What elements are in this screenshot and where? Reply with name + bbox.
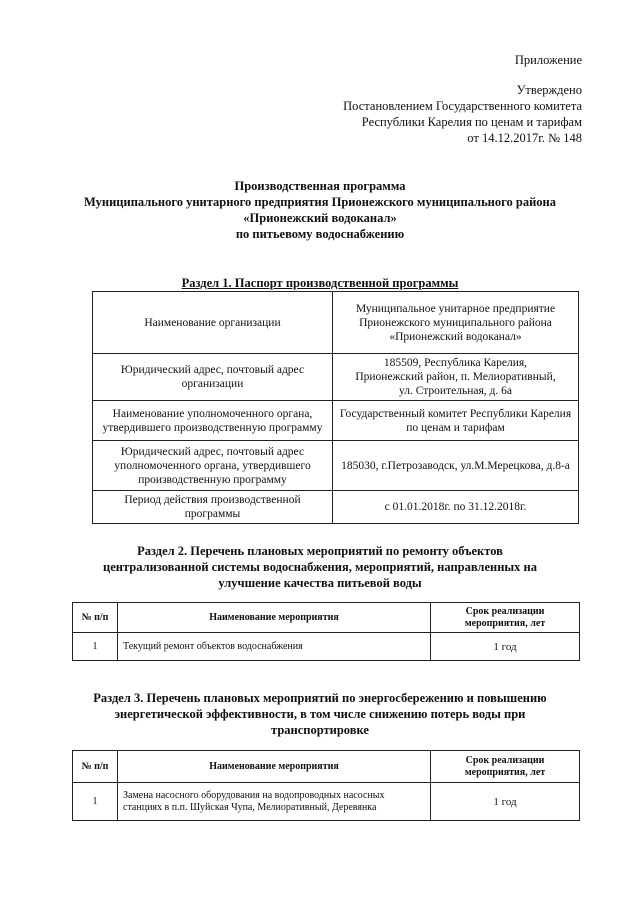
- name-line: Замена насосного оборудования на водопроводных насосных: [123, 789, 385, 801]
- section3-title: [70, 690, 570, 738]
- table-row: [93, 401, 579, 441]
- title-line: Производственная программа: [234, 179, 406, 193]
- title-line: Раздел 2. Перечень плановых мероприятий по ремонту объектов: [137, 544, 503, 558]
- energy-measures-table: [72, 750, 580, 821]
- col-header-term: Срок реализации мероприятия, лет: [431, 751, 580, 783]
- title-line: энергетической эффективности, в том числе снижению потерь воды при: [114, 707, 526, 721]
- row-value: [333, 292, 579, 354]
- col-header-number: № п/п: [73, 751, 118, 783]
- table-row: [93, 292, 579, 354]
- value-line: Прионежского муниципального района: [359, 316, 552, 329]
- col-header-term: Срок реализации мероприятия, лет: [431, 603, 580, 633]
- value-line: с 01.01.2018г. по 31.12.2018г.: [384, 501, 527, 513]
- section2-title: [70, 543, 570, 591]
- cell-number: 1: [73, 783, 118, 821]
- title-line: «Прионежский водоканал»: [243, 211, 397, 225]
- value-line: Муниципальное унитарное предприятие: [355, 302, 556, 315]
- approved-label: Утверждено: [516, 83, 582, 97]
- approval-block: [262, 52, 582, 146]
- col-header-name: Наименование мероприятия: [118, 751, 431, 783]
- table-header-row: [73, 603, 580, 633]
- row-label: Период действия производственной программы: [93, 491, 333, 524]
- row-value: [333, 401, 579, 441]
- row-label: Наименование уполномоченного органа, утвердившего производственную программу: [93, 401, 333, 441]
- decree-line: Постановлением Государственного комитета: [343, 99, 582, 113]
- name-line: станциях в п.п. Шуйская Чупа, Мелиоративный, Деревянка: [123, 801, 377, 813]
- cell-name: Текущий ремонт объектов водоснабжения: [118, 633, 431, 661]
- row-label: Наименование организации: [93, 292, 333, 354]
- title-line: по питьевому водоснабжению: [235, 227, 405, 241]
- title-line: транспортировке: [271, 723, 369, 737]
- decree-line: Республики Карелия по ценам и тарифам: [361, 115, 582, 129]
- row-value: [333, 441, 579, 491]
- value-line: «Прионежский водоканал»: [389, 330, 522, 343]
- table-row: [73, 783, 580, 821]
- row-label: Юридический адрес, почтовый адрес организации: [93, 354, 333, 401]
- decree-date: от 14.12.2017г. № 148: [467, 131, 582, 145]
- value-line: 185509, Республика Карелия,: [383, 357, 528, 369]
- row-value: [333, 354, 579, 401]
- cell-term: 1 год: [431, 783, 580, 821]
- document-title: [60, 178, 580, 242]
- cell-name: [118, 783, 431, 821]
- repair-measures-table: [72, 602, 580, 661]
- col-header-number: № п/п: [73, 603, 118, 633]
- table-row: [93, 354, 579, 401]
- section1-title: Раздел 1. Паспорт производственной программы: [181, 276, 459, 290]
- value-line: по ценам и тарифам: [406, 421, 505, 434]
- row-label: Юридический адрес, почтовый адрес уполномоченного органа, утвердившего производственную программу: [93, 441, 333, 491]
- table-row: [93, 441, 579, 491]
- value-line: ул. Строительная, д. 6а: [399, 385, 512, 397]
- col-header-name: Наименование мероприятия: [118, 603, 431, 633]
- cell-term: 1 год: [431, 633, 580, 661]
- value-line: Государственный комитет Республики Карелия: [339, 407, 572, 420]
- passport-table: [92, 291, 579, 524]
- value-line: 185030, г.Петрозаводск, ул.М.Мерецкова, д.8-а: [341, 459, 570, 472]
- table-header-row: [73, 751, 580, 783]
- cell-number: 1: [73, 633, 118, 661]
- title-line: Муниципального унитарного предприятия Прионежского муниципального района: [84, 195, 556, 209]
- title-line: улучшение качества питьевой воды: [218, 576, 422, 590]
- row-value: [333, 491, 579, 524]
- table-row: [73, 633, 580, 661]
- appendix-label: Приложение: [514, 53, 582, 67]
- table-row: [93, 491, 579, 524]
- title-line: централизованной системы водоснабжения, мероприятий, направленных на: [103, 560, 537, 574]
- value-line: Прионежский район, п. Мелиоративный,: [355, 371, 556, 383]
- title-line: Раздел 3. Перечень плановых мероприятий по энергосбережению и повышению: [93, 691, 547, 705]
